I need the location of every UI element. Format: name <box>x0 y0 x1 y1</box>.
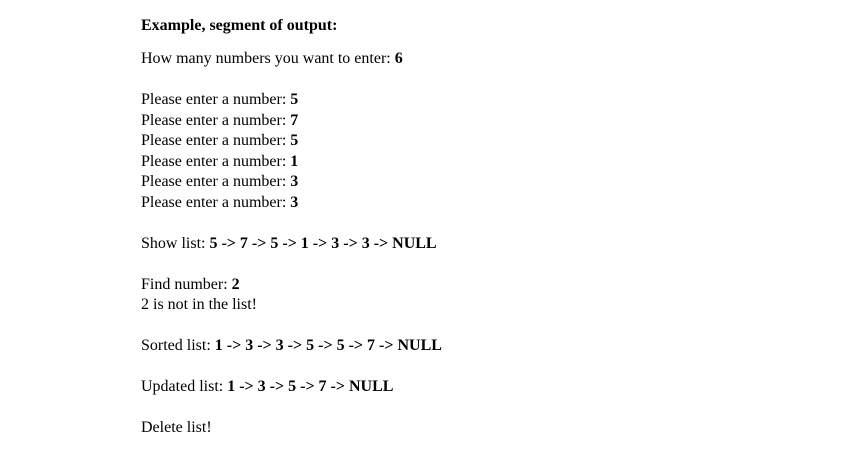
updated-list-line <box>141 377 801 398</box>
show-list-label: Show list: <box>141 234 210 252</box>
sorted-list-line <box>141 336 801 357</box>
entry-label: Please enter a number: <box>141 152 291 170</box>
entry-label: Please enter a number: <box>141 193 291 211</box>
entry-label: Please enter a number: <box>141 91 291 108</box>
entry-value: 5 <box>290 91 299 108</box>
find-number-label: Find number: <box>141 275 232 293</box>
updated-list-value: 1 -> 3 -> 5 -> 7 -> NULL <box>227 378 394 395</box>
show-list-value: 5 -> 7 -> 5 -> 1 -> 3 -> 3 -> NULL <box>209 234 437 252</box>
entry-label: Please enter a number: <box>141 111 291 129</box>
entry-line <box>141 90 801 111</box>
show-list-line <box>141 234 801 255</box>
updated-list-label: Updated list: <box>141 378 228 395</box>
sorted-list-label: Sorted list: <box>141 337 215 354</box>
entry-line <box>141 111 801 132</box>
entry-line <box>141 193 801 214</box>
delete-list-line: Delete list! <box>141 419 212 436</box>
entry-line <box>141 152 801 173</box>
document-page <box>141 16 801 439</box>
entry-value: 3 <box>290 173 299 190</box>
find-number-value: 2 <box>231 275 240 293</box>
entry-value: 5 <box>290 132 299 149</box>
entry-list <box>141 90 801 213</box>
find-number-line <box>141 275 801 296</box>
find-result-line: 2 is not in the list! <box>141 296 257 313</box>
entry-label: Please enter a number: <box>141 173 291 190</box>
entry-line <box>141 172 801 193</box>
example-heading: Example, segment of output: <box>141 17 338 34</box>
count-prompt-label: How many numbers you want to enter: <box>141 50 395 67</box>
entry-value: 3 <box>290 193 299 211</box>
count-prompt-line <box>141 49 801 70</box>
entry-value: 7 <box>290 111 299 129</box>
count-prompt-value: 6 <box>394 50 403 67</box>
entry-value: 1 <box>290 152 299 170</box>
entry-line <box>141 131 801 152</box>
entry-label: Please enter a number: <box>141 132 291 149</box>
sorted-list-value: 1 -> 3 -> 3 -> 5 -> 5 -> 7 -> NULL <box>214 337 442 354</box>
